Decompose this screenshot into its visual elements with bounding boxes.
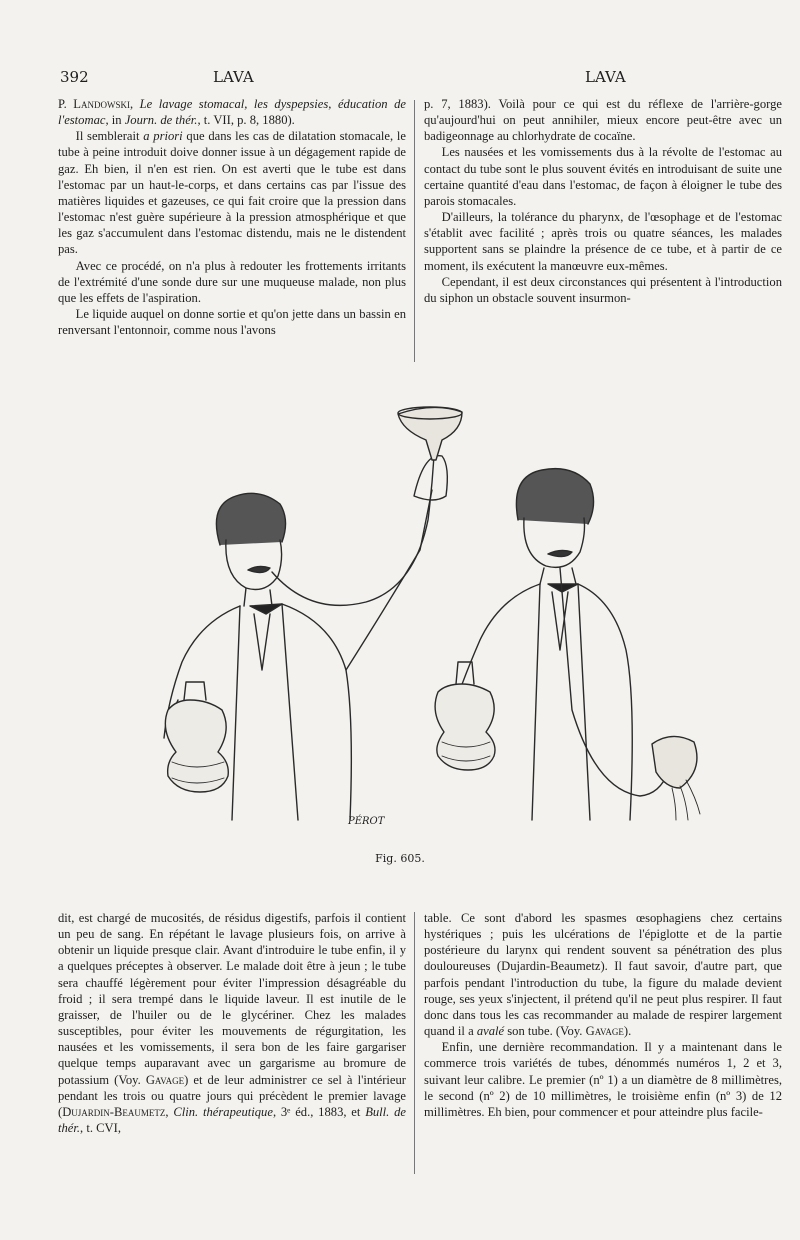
- engraver-signature: PÉROT: [348, 816, 385, 827]
- paragraph: p. 7, 1883). Voilà pour ce qui est du réflexe de l'arrière-gorge qu'aujourd'hui on peut annihiler, mieux encore peut-être avec un badigeonnage au chlorhydrate de cocaïne.: [424, 97, 782, 144]
- paragraph: table. Ce sont d'abord les spasmes œsophagiens chez certains hystériques ; puis les ulcérations de l'épiglotte et de la partie postérieure du larynx qui rendent souvent sa pénétration des plus douloureuses (Dujardin-Beaumetz). Il faut savoir, d'autre part, que parfois pendant l'introduction du tube, la figure du malade devient rouge, ses yeux s'injectent, il prétend qu'il ne peut plus respirer. Il faut donc dans tous les cas recommander au malade de respirer largement quand il a avalé son tube. (Voy. Gavage).: [424, 911, 782, 1039]
- figure-605-illustration: [120, 400, 720, 840]
- paragraph: Il semblerait a priori que dans les cas de dilatation stomacale, le tube à peine introduit doive donner issue à un dégagement rapide de gaz. Eh bien, il n'en est rien. On est averti que le tube est dans l'estomac par un haut-le-corps, et dans certains cas par l'issue des matières liquides et gazeuses, ce qui fait croire que la pression dans l'estomac n'est guère supérieure à la pression atmosphérique et que les gaz s'accumulent dans l'estomac distendu, mais ne le distendent pas.: [58, 129, 406, 257]
- paragraph: dit, est chargé de mucosités, de résidus digestifs, parfois il contient un peu de sang. En répétant le lavage plusieurs fois, on arrive à obtenir un liquide presque clair. Avant d'introduire le tube enfin, il y a quelques préceptes à observer. Le malade doit être à jeun ; le tube sera chauffé légèrement pour éviter l'impression désagréable du froid ; il sera trempé dans le liquide laveur. Il est inutile de le graisser, de l'huiler ou de le glycériner. Chez les malades susceptibles, pour éviter les mouvements de régurgitation, les nausées et les vomissements, il sera bon de les faire gargariser quelque temps auparavant avec un gargarisme au bromure de potassium (Voy. Gavage) et de leur administrer ce sel à l'intérieur pendant les trois ou quatre jours qui précèdent le premier lavage (Dujardin-Beaumetz, Clin. thérapeutique, 3ᵉ éd., 1883, et Bull. de thér., t. CVI,: [58, 911, 407, 1136]
- paragraph: P. Landowski, Le lavage stomacal, les dyspepsies, éducation de l'estomac, in Journ. de thér., t. VII, p. 8, 1880).: [58, 97, 406, 128]
- running-title-left: LAVA: [213, 68, 254, 86]
- text-column-top-right: [424, 96, 782, 306]
- paragraph: D'ailleurs, la tolérance du pharynx, de l'œsophage et de l'estomac s'établit avec facilité ; après trois ou quatre séances, les malades supportent sans se plaindre la présence de ce tube, et à partir de ce moment, ils exécutent la manœuvre eux-mêmes.: [424, 210, 782, 273]
- text-column-top-left: [58, 96, 406, 338]
- paragraph: Les nausées et les vomissements dus à la révolte de l'estomac au contact du tube sont le plus souvent évités en introduisant de suite une certaine quantité d'eau dans l'estomac, de façon à éloigner le tube des parois stomacales.: [424, 145, 782, 208]
- text-column-bottom-left: [58, 910, 406, 1136]
- paragraph: Cependant, il est deux circonstances qui présentent à l'introduction du siphon un obstacle souvent insurmon-: [424, 274, 782, 305]
- running-header: [0, 68, 800, 90]
- paragraph: Avec ce procédé, on n'a plus à redouter les frottements irritants de l'extrémité d'une sonde dure sur une muqueuse malade, non plus que les effets de l'aspiration.: [58, 258, 406, 305]
- left-man-figure: [164, 407, 462, 820]
- column-divider-bottom: [414, 912, 415, 1174]
- column-divider-top: [414, 100, 415, 362]
- text-column-bottom-right: [424, 910, 782, 1120]
- figure-caption: Fig. 605.: [375, 852, 425, 865]
- right-man-figure: [435, 469, 700, 820]
- running-title-right: LAVA: [585, 68, 626, 86]
- page-number: 392: [60, 68, 89, 86]
- paragraph: Enfin, une dernière recommandation. Il y a maintenant dans le commerce trois variétés de tubes, dénommés numéros 1, 2 et 3, suivant leur calibre. Le premier (nº 1) a un diamètre de 8 millimètres, le second (nº 2) de 10 millimètres, le troisième enfin (nº 3) de 12 millimètres. Eh bien, pour commencer et pour atteindre plus facile-: [424, 1040, 782, 1119]
- paragraph: Le liquide auquel on donne sortie et qu'on jette dans un bassin en renversant l'entonnoir, comme nous l'avons: [58, 307, 406, 338]
